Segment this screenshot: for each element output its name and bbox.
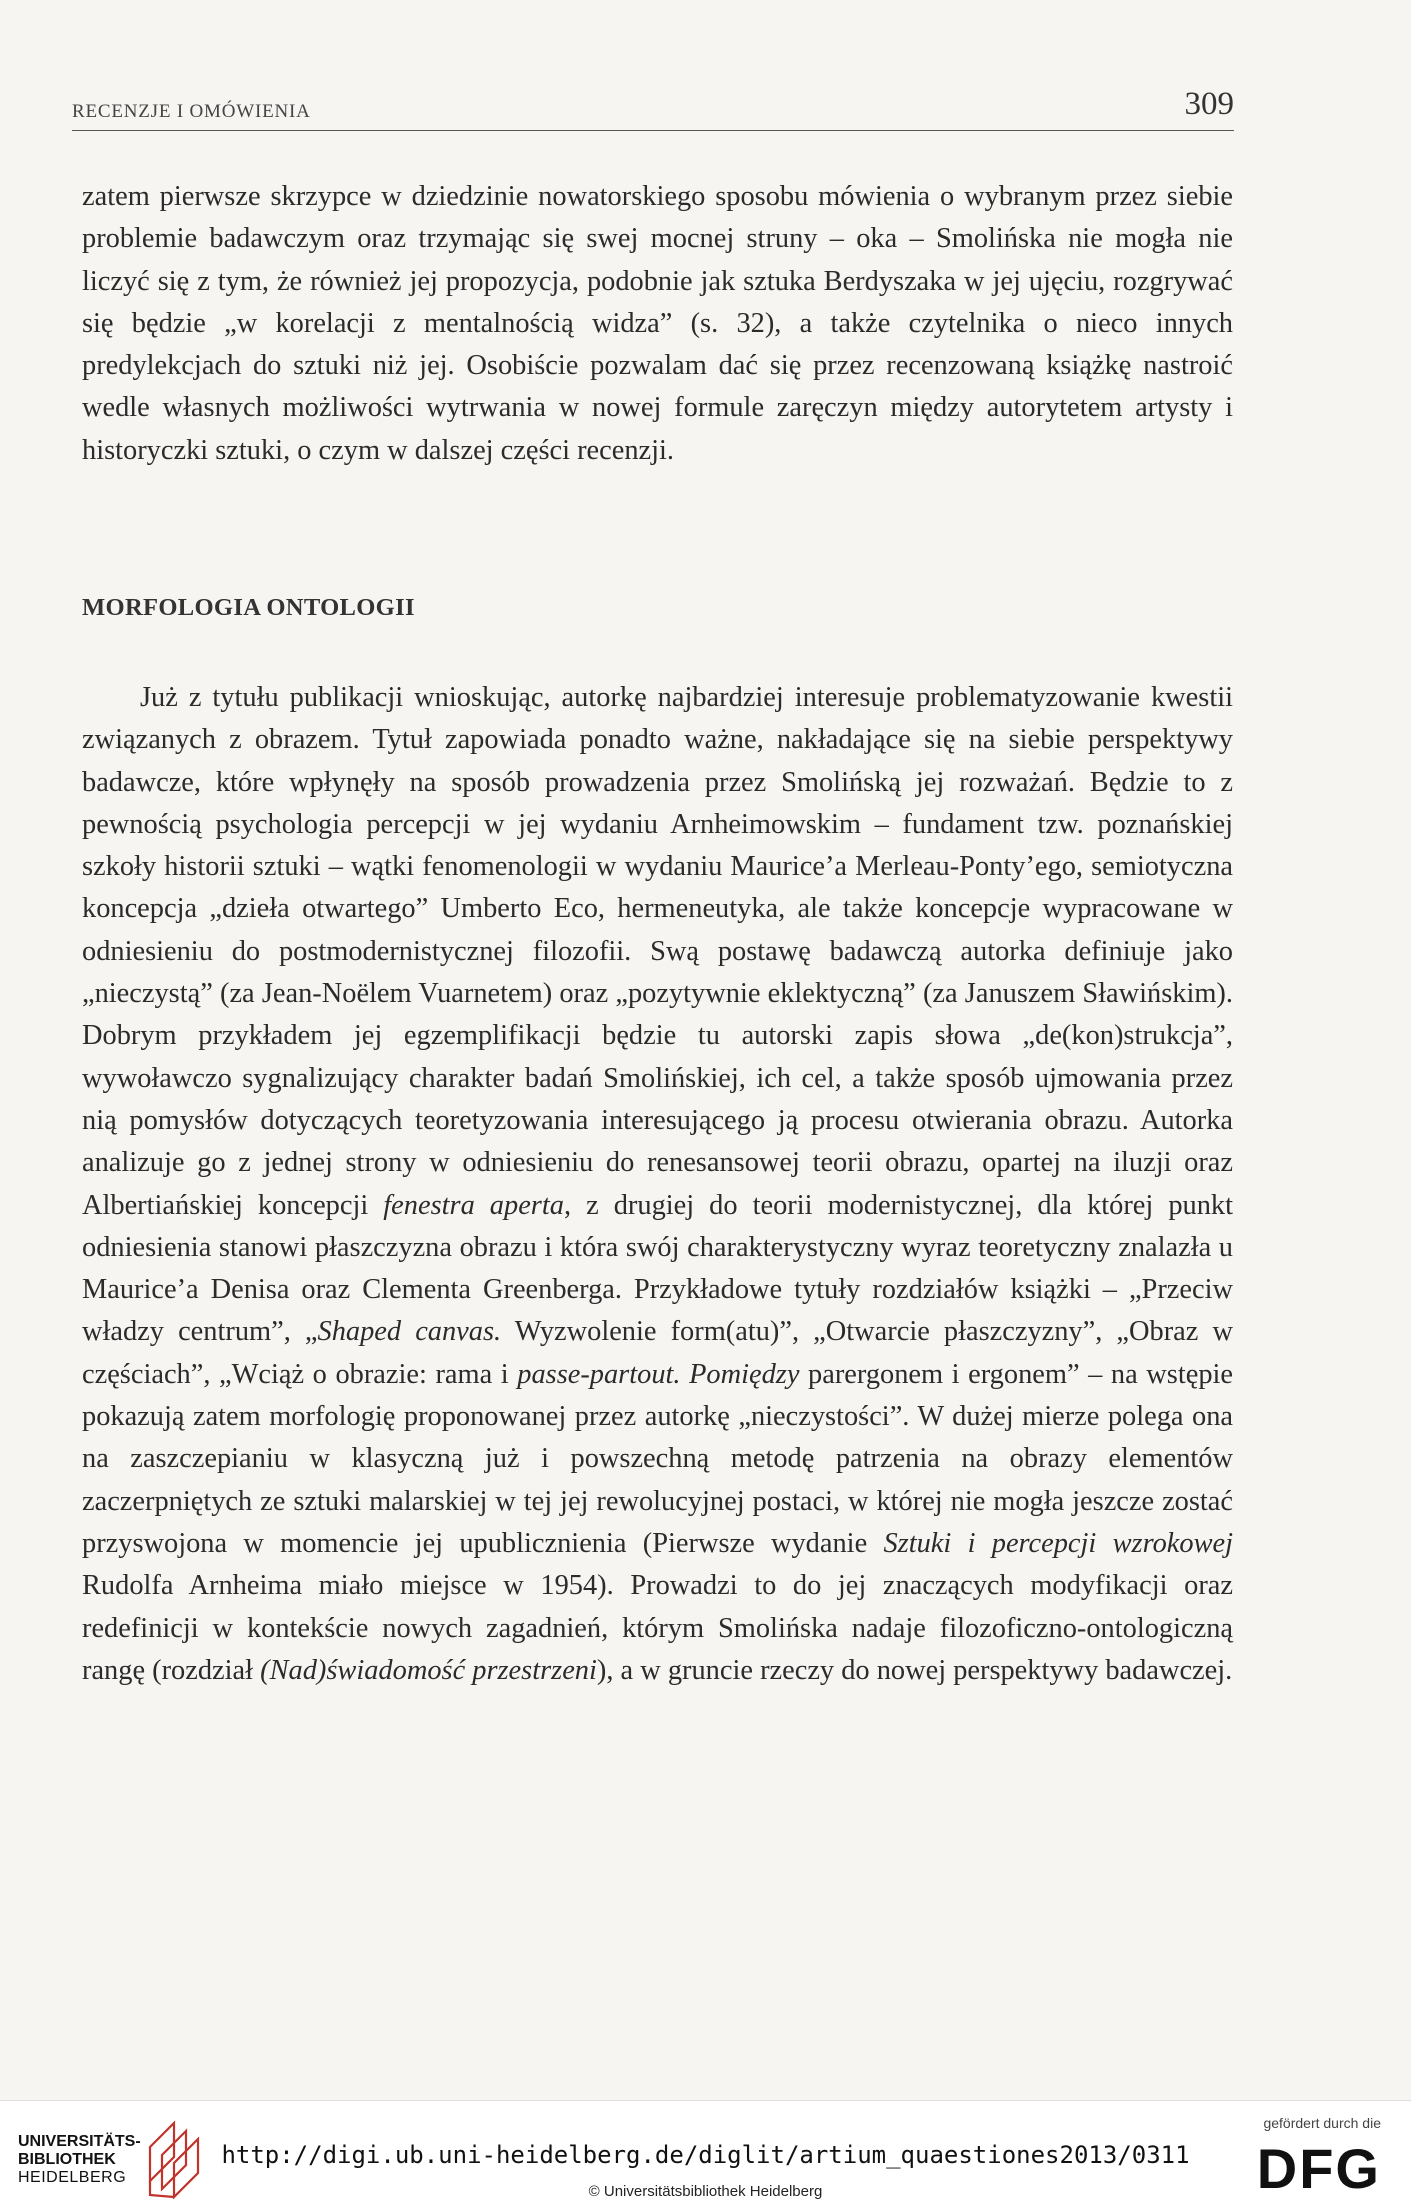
paragraph-intro: zatem pierwsze skrzypce w dziedzinie nowatorskiego sposobu mówienia o wybranym przez siebie problemie badawczym oraz trzymając się swej mocnej struny – oka – Smolińska nie mogła nie liczyć się z tym, że również jej propozycja, podobnie jak sztuka Berdyszaka w jej ujęciu, rozgrywać się będzie „w korelacji z mentalnością widza” (s. 32), a także czytelnika o nieco innych predylekcjach do sztuki niż jej. Osobiście pozwalam dać się przez recenzowaną książkę nastroić wedle własnych możliwości wytrwania w nowej formule zaręczyn między autorytetem artysty i historyczki sztuki, o czym w dalszej części recenzji.	[82, 181, 1233, 466]
italic-title: Shaped canvas.	[317, 1316, 502, 1348]
page-number: 309	[1184, 86, 1234, 122]
italic-title: passe-partout. Pomiędzy	[517, 1358, 800, 1390]
italic-term: fenestra aperta	[383, 1189, 564, 1221]
citation-url[interactable]: http://digi.ub.uni-heidelberg.de/diglit/artium_quaestiones2013/0311	[221, 2141, 1190, 2169]
paragraph-morphology	[82, 677, 1233, 1692]
copyright-notice: © Universitätsbibliothek Heidelberg	[588, 2183, 823, 2200]
italic-book-title: Sztuki i percepcji wzrokowej	[883, 1527, 1233, 1559]
dfg-logo: DFG	[1256, 2137, 1381, 2200]
library-name-line: UNIVERSITÄTS-	[18, 2133, 141, 2150]
running-title: RECENZJE I OMÓWIENIA	[72, 101, 311, 122]
text-run: , z drugiej do teorii modernistycznej, dla której punkt odniesienia stanowi płaszczyzna obrazu i która swój charakterystyczny wyraz teoretyczny znalazła u Maurice’a Denisa oraz Clementa Greenberga. Przykładowe tytuły rozdziałów książki – „Przeciw władzy centrum”, „	[82, 1189, 1233, 1348]
text-run: parergonem i ergonem” – na wstępie pokazują zatem morfologię proponowanej przez autorkę „nieczystości”. W dużej mierze polega ona na zaszczepianiu w klasyczną już i powszechną metodę patrzenia na obrazy elementów zaczerpniętych ze sztuki malarskiej w tej jej rewolucyjnej postaci, w której nie mogła jeszcze zostać przyswojona w momencie jej upublicznienia (Pierwsze wydanie	[82, 1358, 1234, 1559]
digitization-footer	[0, 2100, 1411, 2212]
library-name-line: BIBLIOTHEK	[18, 2151, 116, 2168]
funder-note: gefördert durch die	[1263, 2115, 1381, 2131]
text-run: Już z tytułu publikacji wnioskując, autorkę najbardziej interesuje problematyzowanie kwestii związanych z obrazem. Tytuł zapowiada ponadto ważne, nakładające się na siebie perspektywy badawcze, które wpłynęły na sposób prowadzenia przez Smolińską jej rozważań. Będzie to z pewnością psychologia percepcji w jej wydaniu Arnheimowskim – fundament tzw. poznańskiej szkoły historii sztuki – wątki fenomenologii w wydaniu Maurice’a Merleau-Ponty’ego, semiotyczna koncepcja „dzieła otwartego” Umberto Eco, hermeneutyka, ale także koncepcje wypracowane w odniesieniu do postmodernistycznej filozofii. Swą postawę badawczą autorka definiuje jako „nieczystą” (za Jean-Noëlem Vuarnetem) oraz „pozytywnie eklektyczną” (za Januszem Sławińskim). Dobrym przykładem jej egzemplifikacji będzie tu autorski zapis słowa „de(kon)strukcja”, wywoławczo sygnalizujący charakter badań Smolińskiej, ich cel, a także sposób ujmowania przez nią pomysłów dotyczących teoretyzowania interesującego ją procesu otwierania obrazu. Autorka analizuje go z jednej strony w odniesieniu do renesansowej teorii obrazu, opartej na iluzji oraz Albertiańskiej koncepcji	[82, 682, 1233, 1221]
library-name-line: HEIDELBERG	[18, 2169, 127, 2186]
section-heading: MORFOLOGIA ONTOLOGII	[82, 594, 415, 621]
text-run: Rudolfa Arnheima miało miejsce w 1954). Prowadzi to do jej znaczących modyfikacji oraz redefinicji w kontekście nowych zagadnień, którym Smolińska nadaje filozoficzno-ontologiczną rangę (rozdział	[82, 1570, 1233, 1686]
text-run: Wyzwolenie form(atu)”, „Otwarcie płaszczyzny”, „Obraz w częściach”, „Wciąż o obrazie: rama i	[82, 1316, 1233, 1390]
italic-chapter-title: (Nad)świadomość przestrzeni	[260, 1654, 597, 1686]
running-head	[72, 86, 1234, 131]
text-run: ), a w gruncie rzeczy do nowej perspektywy badawczej.	[596, 1654, 1233, 1686]
